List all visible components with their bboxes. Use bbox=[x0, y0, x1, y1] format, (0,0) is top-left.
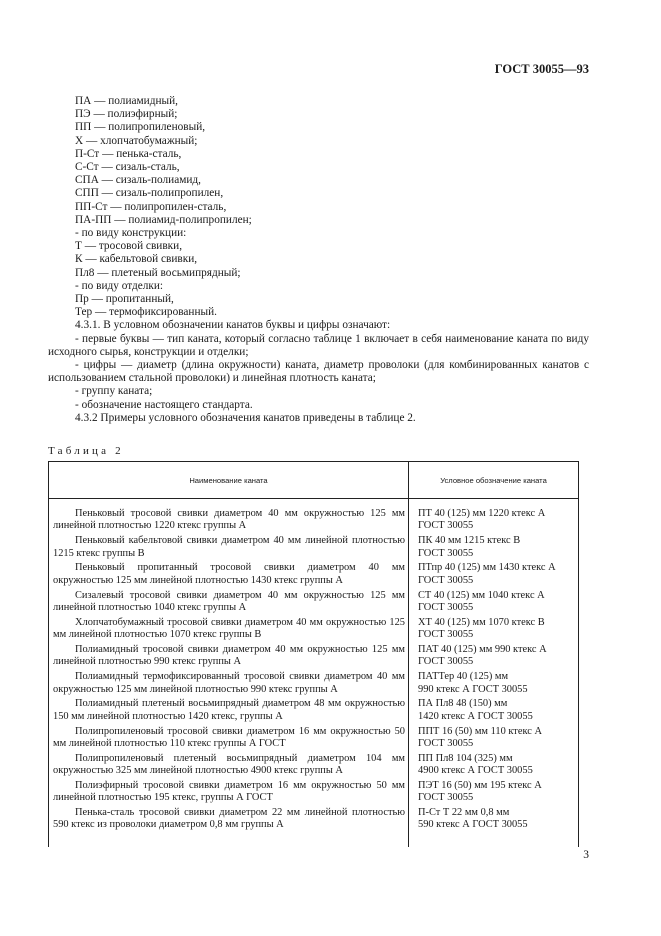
designation-line: ГОСТ 30055 bbox=[418, 547, 474, 559]
table-caption: Таблица 2 bbox=[48, 445, 124, 457]
rope-designation bbox=[408, 726, 578, 753]
rope-designation bbox=[408, 780, 578, 807]
rope-name: Полиамидный тросовой свивки диаметром 40 мм окружностью 125 мм линейной плотностью 990 ктекс группы А bbox=[53, 643, 405, 668]
table-row bbox=[49, 753, 578, 780]
designation-line: ПЭТ 16 (50) мм 195 ктекс А bbox=[418, 779, 542, 791]
rope-designation bbox=[408, 535, 578, 562]
list-line: - группу каната; bbox=[75, 385, 153, 398]
abbrev-line: С-Ст — сизаль-сталь, bbox=[75, 161, 180, 174]
designation-line: СТ 40 (125) мм 1040 ктекс А bbox=[418, 589, 545, 601]
table-row bbox=[49, 780, 578, 807]
table-row bbox=[49, 590, 578, 617]
table-header bbox=[49, 462, 578, 499]
rope-name: Пеньковый кабельтовой свивки диаметром 40 мм линейной плотностью 1215 ктекс группы В bbox=[53, 535, 405, 559]
abbrev-line: ПЭ — полиэфирный; bbox=[75, 108, 178, 121]
table-row bbox=[49, 508, 578, 535]
table-row bbox=[49, 535, 578, 562]
designation-line: ПТпр 40 (125) мм 1430 ктекс А bbox=[418, 562, 556, 574]
abbrev-line: К — кабельтовой свивки, bbox=[75, 253, 198, 266]
designation-line: ГОСТ 30055 bbox=[418, 601, 474, 613]
body-text bbox=[48, 95, 589, 425]
table-row bbox=[49, 671, 578, 698]
abbrev-line: ПП-Ст — полипропилен-сталь, bbox=[75, 200, 227, 213]
abbrev-line: Т — тросовой свивки, bbox=[75, 240, 183, 253]
rope-name: Хлопчатобумажный тросовой свивки диаметром 40 мм окружностью 125 мм линейной плотностью 1070 ктекс группы В bbox=[53, 616, 405, 641]
abbrev-line: ПА — полиамидный, bbox=[75, 95, 178, 107]
designation-line: ПТ 40 (125) мм 1220 ктекс А bbox=[418, 508, 546, 519]
paragraph: - первые буквы — тип каната, который согласно таблице 1 включает в себя наименование каната по виду исходного сырья, конструкции и отделки; bbox=[48, 332, 589, 358]
designation-line: ППТ 16 (50) мм 110 ктекс А bbox=[418, 725, 542, 737]
list-line: - обозначение настоящего стандарта. bbox=[75, 398, 253, 411]
list-heading: - по виду отделки: bbox=[75, 279, 164, 292]
col-header-code: Условное обозначение каната bbox=[440, 475, 547, 485]
table-2 bbox=[48, 461, 579, 847]
designation-line: ГОСТ 30055 bbox=[418, 656, 474, 668]
designation-line: ПА Пл8 48 (150) мм bbox=[418, 698, 508, 710]
clause-4-3-2: 4.3.2 Примеры условного обозначения канатов приведены в таблице 2. bbox=[75, 411, 416, 424]
rope-designation bbox=[408, 508, 578, 535]
table-row bbox=[49, 807, 578, 834]
table-body bbox=[49, 508, 578, 834]
rope-designation bbox=[408, 671, 578, 698]
rope-name: Пеньковый пропитанный тросовой свивки диаметром 40 мм окружностью 125 мм линейной плотностью 1430 ктекс группы А bbox=[53, 562, 405, 586]
abbrev-line: Тер — термофиксированный. bbox=[75, 306, 217, 319]
abbrev-line: СПП — сизаль-полипропилен, bbox=[75, 187, 224, 200]
designation-line: П-Ст Т 22 мм 0,8 мм bbox=[418, 807, 510, 819]
abbrev-line: Пр — пропитанный, bbox=[75, 293, 174, 306]
table-row bbox=[49, 726, 578, 753]
abbrev-line: Пл8 — плетеный восьмипрядный; bbox=[75, 266, 241, 279]
designation-line: ГОСТ 30055 bbox=[418, 520, 474, 532]
rope-designation bbox=[408, 807, 578, 834]
rope-name: Пеньковый тросовой свивки диаметром 40 мм окружностью 125 мм линейной плотностью 1220 ктекс группы А bbox=[53, 508, 405, 532]
designation-line: ПП Пл8 104 (325) мм bbox=[418, 752, 513, 764]
rope-designation bbox=[408, 753, 578, 780]
page-number: 3 bbox=[583, 849, 589, 861]
rope-name: Полипропиленовый плетеный восьмипрядный диаметром 104 мм окружностью 325 мм линейной плотностью 4900 ктекс группы А bbox=[53, 752, 405, 777]
rope-name: Полиамидный плетеный восьмипрядный диаметром 48 мм окружностью 150 мм линейной плотностью 1420 ктекс, группы А bbox=[53, 698, 405, 722]
abbrev-line: П-Ст — пенька-сталь, bbox=[75, 147, 182, 160]
rope-name: Полиэфирный тросовой свивки диаметром 16 мм окружностью 50 мм линейной плотностью 195 ктекс, группы А ГОСТ bbox=[53, 779, 405, 804]
abbrev-line: СПА — сизаль-полиамид, bbox=[75, 174, 201, 187]
rope-designation bbox=[408, 590, 578, 617]
table-row bbox=[49, 562, 578, 589]
designation-line: ПК 40 мм 1215 ктекс В bbox=[418, 535, 521, 547]
list-heading: - по виду конструкции: bbox=[75, 227, 187, 240]
designation-line: ПАТ 40 (125) мм 990 ктекс А bbox=[418, 643, 547, 655]
abbrev-line: Х — хлопчатобумажный; bbox=[75, 134, 198, 147]
designation-line: 4900 ктекс А ГОСТ 30055 bbox=[418, 765, 533, 777]
clause-4-3-1: 4.3.1. В условном обозначении канатов буквы и цифры означают: bbox=[75, 319, 391, 332]
rope-name: Пенька-сталь тросовой свивки диаметром 22 мм линейной плотностью 590 ктекс из проволоки диаметром 0,8 мм группы А bbox=[53, 807, 405, 831]
rope-designation bbox=[408, 617, 578, 644]
table-row bbox=[49, 644, 578, 671]
page-header: ГОСТ 30055—93 bbox=[494, 62, 589, 76]
designation-line: 990 ктекс А ГОСТ 30055 bbox=[418, 683, 528, 695]
designation-line: ХТ 40 (125) мм 1070 ктекс В bbox=[418, 616, 545, 628]
designation-line: ГОСТ 30055 bbox=[418, 629, 474, 641]
rope-name: Сизалевый тросовой свивки диаметром 40 мм окружностью 125 мм линейной плотностью 1040 ктекс группы А bbox=[53, 589, 405, 613]
rope-designation bbox=[408, 644, 578, 671]
designation-line: ГОСТ 30055 bbox=[418, 737, 474, 749]
designation-line: 1420 ктекс А ГОСТ 30055 bbox=[418, 710, 533, 722]
rope-name: Полиамидный термофиксированный тросовой свивки диаметром 40 мм окружностью 125 мм линейной плотностью 990 ктекс группы А bbox=[53, 671, 405, 695]
col-header-name: Наименование каната bbox=[49, 462, 409, 498]
designation-line: 590 ктекс А ГОСТ 30055 bbox=[418, 819, 528, 831]
designation-line: ГОСТ 30055 bbox=[418, 792, 474, 804]
rope-designation bbox=[408, 562, 578, 589]
paragraph: - цифры — диаметр (длина окружности) каната, диаметр проволоки (для комбинированных канатов с использованием стальной проволоки) и линейная плотность каната; bbox=[48, 359, 589, 385]
table-row bbox=[49, 617, 578, 644]
designation-line: ГОСТ 30055 bbox=[418, 574, 474, 586]
rope-designation bbox=[408, 698, 578, 725]
table-row bbox=[49, 698, 578, 725]
designation-line: ПАТТер 40 (125) мм bbox=[418, 671, 509, 683]
abbrev-line: ПА-ПП — полиамид-полипропилен; bbox=[75, 213, 252, 226]
abbrev-line: ПП — полипропиленовый, bbox=[75, 121, 206, 134]
rope-name: Полипропиленовый тросовой свивки диаметром 16 мм окружностью 50 мм линейной плотностью 110 ктекс группы А ГОСТ bbox=[53, 725, 405, 749]
